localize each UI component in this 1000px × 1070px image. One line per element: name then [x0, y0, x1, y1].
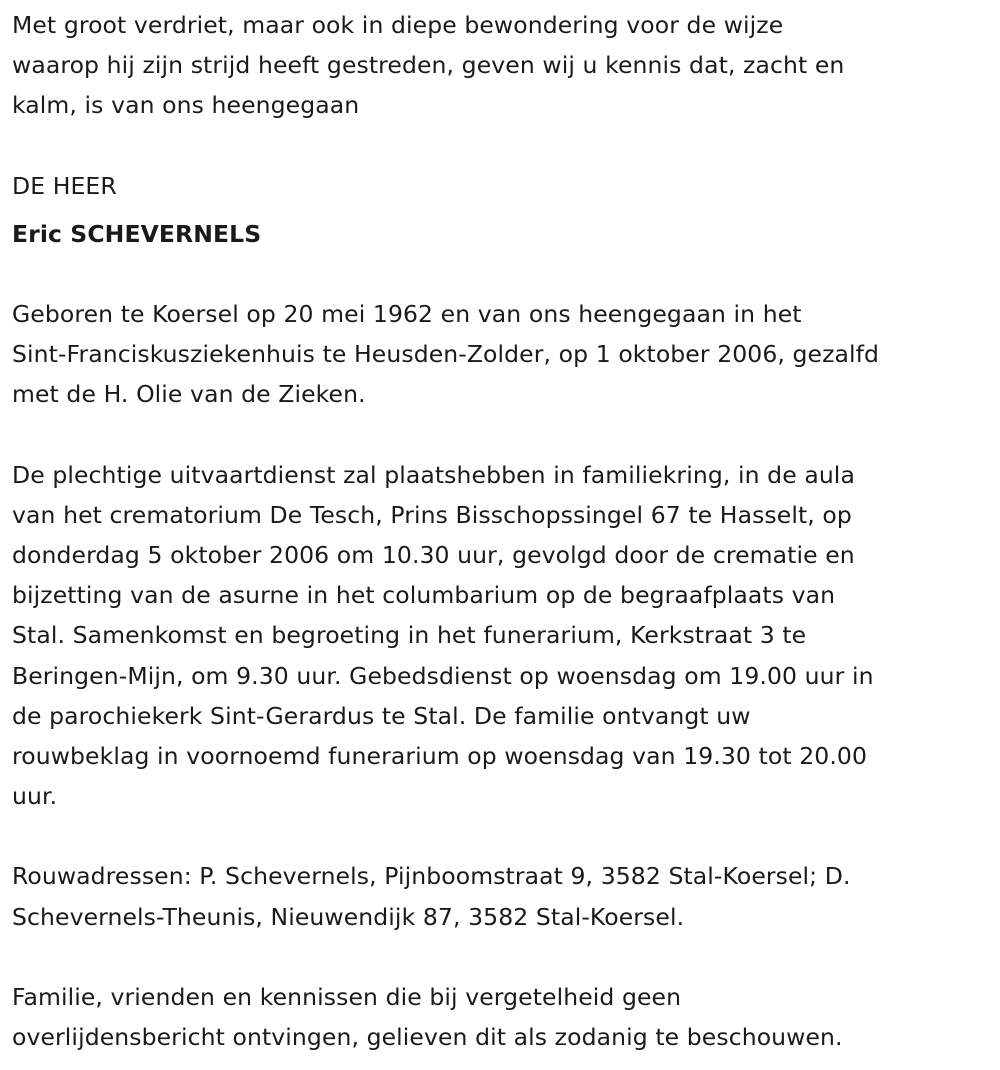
text-line: Rouwadressen: P. Schevernels, Pijnboomstraat 9, 3582 Stal-Koersel; D. [12, 862, 851, 891]
text-line: rouwbeklag in voornoemd funerarium op woensdag van 19.30 tot 20.00 [12, 742, 868, 771]
text-line: Schevernels-Theunis, Nieuwendijk 87, 3582 Stal-Koersel. [12, 902, 685, 931]
text-line: bijzetting van de asurne in het columbarium op de begraafplaats van [12, 581, 836, 610]
text-line: de parochiekerk Sint-Gerardus te Stal. De familie ontvangt uw [12, 701, 751, 730]
text-line: waarop hij zijn strijd heeft gestreden, geven wij u kennis dat, zacht en [12, 51, 845, 80]
text-line: overlijdensbericht ontvingen, gelieven dit als zodanig te beschouwen. [12, 1023, 843, 1052]
text-line: Stal. Samenkomst en begroeting in het funerarium, Kerkstraat 3 te [12, 621, 807, 650]
text-line: Beringen-Mijn, om 9.30 uur. Gebedsdienst op woensdag om 19.00 uur in [12, 661, 874, 690]
text-line: kalm, is van ons heengegaan [12, 91, 360, 120]
text-line: Geboren te Koersel op 20 mei 1962 en van ons heengegaan in het [12, 300, 802, 329]
intro-paragraph [12, 5, 988, 126]
funeral-paragraph [12, 455, 988, 817]
text-line: Sint-Franciskusziekenhuis te Heusden-Zolder, op 1 oktober 2006, gezalfd [12, 340, 880, 369]
text-line: Met groot verdriet, maar ook in diepe bewondering voor de wijze [12, 11, 784, 39]
birth-paragraph [12, 294, 988, 415]
text-line: met de H. Olie van de Zieken. [12, 380, 366, 409]
text-line: Familie, vrienden en kennissen die bij vergetelheid geen [12, 982, 682, 1011]
addresses-paragraph [12, 856, 988, 936]
text-line: van het crematorium De Tesch, Prins Bisschopssingel 67 te Hasselt, op [12, 500, 852, 529]
text-line: De plechtige uitvaartdienst zal plaatshebben in familiekring, in de aula [12, 460, 855, 489]
closing-paragraph [12, 977, 988, 1057]
text-line: donderdag 5 oktober 2006 om 10.30 uur, gevolgd door de crematie en [12, 541, 855, 570]
deceased-name: Eric SCHEVERNELS [12, 219, 262, 248]
text-line: uur. [12, 782, 58, 811]
deceased-heading [12, 166, 988, 254]
title-line: DE HEER [12, 171, 117, 200]
